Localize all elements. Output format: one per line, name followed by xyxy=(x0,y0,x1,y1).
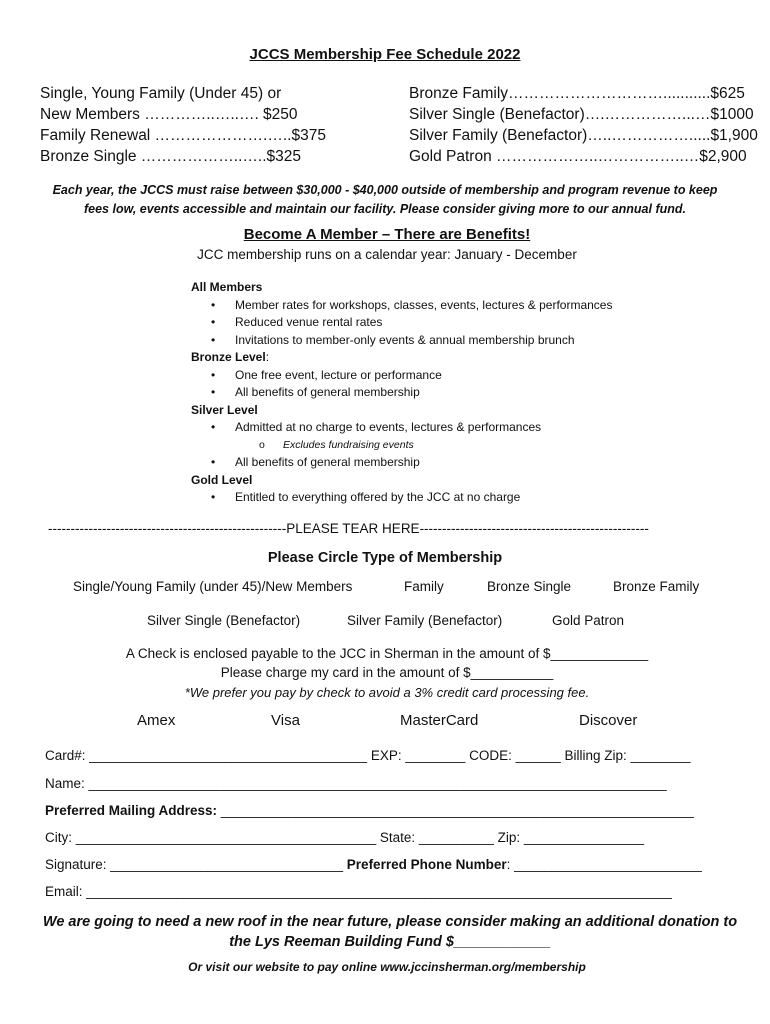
calendar-note: JCC membership runs on a calendar year: January - December xyxy=(197,247,577,262)
processing-fee-note: *We prefer you pay by check to avoid a 3% credit card processing fee. xyxy=(184,685,590,700)
mailing-address-label: Preferred Mailing Address: xyxy=(45,803,218,818)
list-item: • Invitations to member-only events & annual membership brunch xyxy=(191,332,661,350)
card-option-amex[interactable]: Amex xyxy=(137,712,176,729)
list-item: • One free event, lecture or performance xyxy=(191,367,661,385)
city-state-zip-field[interactable]: City: ________________________________________ State: __________ Zip: ________________ xyxy=(45,830,645,845)
list-item: • Member rates for workshops, classes, events, lectures & performances xyxy=(191,297,661,315)
list-item: • All benefits of general membership xyxy=(191,454,661,472)
bullet-icon: • xyxy=(211,420,216,434)
mailing-address-field[interactable]: Preferred Mailing Address: _______________________________________________________________ xyxy=(45,803,694,818)
card-option-visa[interactable]: Visa xyxy=(271,712,300,729)
bullet-icon: • xyxy=(211,367,216,382)
level-title-all: All Members xyxy=(191,280,263,294)
page-title: JCCS Membership Fee Schedule 2022 xyxy=(249,46,521,63)
level-title-silver: Silver Level xyxy=(191,402,258,417)
membership-option[interactable]: Single/Young Family (under 45)/New Members xyxy=(73,579,353,594)
list-item: • Reduced venue rental rates xyxy=(191,314,661,332)
card-option-mastercard[interactable]: MasterCard xyxy=(400,712,479,729)
fee-row: Bronze Family…………………………...........$625 xyxy=(409,85,745,102)
level-title-bronze: Bronze Level: xyxy=(191,350,270,364)
name-field[interactable]: Name: _____________________________________________________________________________ xyxy=(45,776,667,791)
membership-option[interactable]: Silver Single (Benefactor) xyxy=(147,613,301,628)
roof-donation-appeal: We are going to need a new roof in the near future, please consider making an additional donation to the Lys Reeman Building Fund $____________ xyxy=(42,914,738,950)
tear-line: -----------------------------------------------------PLEASE TEAR HERE--------------------------------------------------- xyxy=(48,521,649,536)
membership-option[interactable]: Family xyxy=(404,579,444,594)
card-option-discover[interactable]: Discover xyxy=(579,712,638,729)
sub-list-item: o Excludes fundraising events xyxy=(191,437,661,455)
signature-phone-field[interactable] xyxy=(45,857,725,872)
online-payment-note: Or visit our website to pay online www.jccinsherman.org/membership xyxy=(188,960,586,974)
circle-heading: Please Circle Type of Membership xyxy=(267,550,503,566)
membership-option[interactable]: Gold Patron xyxy=(552,613,625,628)
phone-line[interactable]: : _________________________ xyxy=(506,857,702,872)
bullet-icon: • xyxy=(211,490,216,504)
membership-option[interactable]: Bronze Family xyxy=(613,579,700,594)
bullet-icon: • xyxy=(211,455,216,469)
fee-list-left xyxy=(40,83,326,167)
benefits-heading: Become A Member – There are Benefits! xyxy=(243,226,531,243)
fee-row: Bronze Single ………………..…..$325 xyxy=(40,148,302,165)
list-item: • All benefits of general membership xyxy=(191,384,661,402)
fee-row: Single, Young Family (Under 45) or xyxy=(40,85,282,102)
fee-row: New Members …………..…..…. $250 xyxy=(40,106,298,123)
benefits-list xyxy=(191,279,661,507)
circle-bullet-icon: o xyxy=(259,438,265,451)
level-title-gold: Gold Level xyxy=(191,472,253,487)
list-item: • Entitled to everything offered by the JCC at no charge xyxy=(191,489,661,507)
annual-fund-appeal: Each year, the JCCS must raise between $30,000 - $40,000 outside of membership and program revenue to keep fees low, events accessible and maintain our facility. Please consider giving more to our annual fund. xyxy=(52,183,718,216)
email-field[interactable]: Email: ______________________________________________________________________________ xyxy=(45,884,672,899)
check-amount-line[interactable]: A Check is enclosed payable to the JCC in Sherman in the amount of $_____________ xyxy=(125,646,649,661)
signature-line[interactable]: Signature: _______________________________ xyxy=(45,857,347,872)
fee-row: Silver Family (Benefactor)…..…………….....$1,900 xyxy=(409,127,758,144)
phone-label: Preferred Phone Number xyxy=(346,857,507,872)
bullet-icon: • xyxy=(211,315,216,329)
charge-amount-line[interactable]: Please charge my card in the amount of $___________ xyxy=(220,665,554,680)
fee-row: Family Renewal ………………….…..$375 xyxy=(40,127,326,144)
bullet-icon: • xyxy=(211,385,216,399)
bullet-icon: • xyxy=(211,297,216,312)
membership-option[interactable]: Silver Family (Benefactor) xyxy=(347,613,503,628)
bullet-icon: • xyxy=(211,332,216,347)
fee-row: Silver Single (Benefactor)….……………...…$1000 xyxy=(409,106,754,123)
membership-option[interactable]: Bronze Single xyxy=(487,579,572,594)
card-number-field[interactable]: Card#: _____________________________________ EXP: ________ CODE: ______ Billing Zip: ________ xyxy=(45,748,691,763)
fee-list-right xyxy=(409,83,758,167)
list-item: • Admitted at no charge to events, lectures & performances xyxy=(191,419,661,437)
fee-row: Gold Patron ………………..……………..…$2,900 xyxy=(409,148,747,165)
